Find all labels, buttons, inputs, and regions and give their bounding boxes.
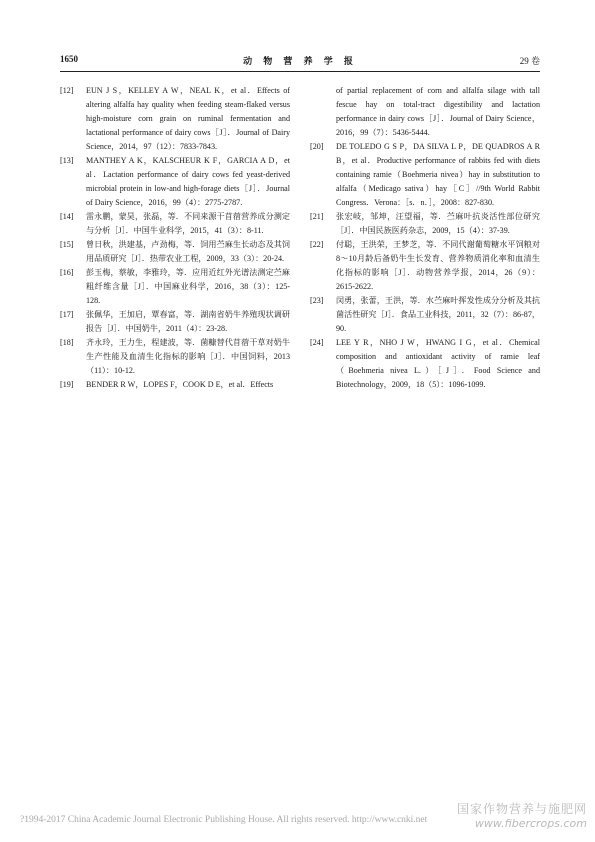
reference-number: [22]: [310, 240, 324, 249]
reference-item: [310, 238, 540, 294]
reference-item: [60, 154, 290, 210]
reference-text: EUN J S，KELLEY A W，NEAL K，et al．Effects of altering alfalfa hay quality when feeding steam-flaked versus high-moisture corn grain on ruminal fermentation and lactational performance of dairy cows［J］．Journal of Dairy Science，2014，97（12）：7833-7843.: [86, 86, 290, 151]
reference-number: [12]: [60, 86, 74, 95]
reference-number: [20]: [310, 142, 324, 151]
reference-item: [60, 266, 290, 308]
journal-title: 动 物 营 养 学 报: [243, 57, 357, 67]
reference-item: [310, 294, 540, 336]
reference-number: [21]: [310, 212, 324, 221]
copyright-footer: ?1994-2017 China Academic Journal Electronic Publishing House. All rights reserved. http://www.cnki.net: [20, 815, 428, 825]
reference-number: [16]: [60, 268, 74, 277]
right-reference-column: [310, 84, 540, 392]
reference-text: DE TOLEDO G S P，DA SILVA L P，DE QUADROS A R B，et al．Productive performance of rabbits fed with diets containing ramie（Boehmeria nivea）hay in substitution to alfalfa（Medicago sativa）hay［C］//9th World Rabbit Congress．Verona：［s．n．］，2008：827-830.: [336, 142, 540, 207]
reference-number: [23]: [310, 296, 324, 305]
reference-number: [15]: [60, 240, 74, 249]
reference-number: [13]: [60, 156, 74, 165]
reference-text: 张佩华，王加启，覃春富，等．湖南省奶牛养殖现状调研报告［J］．中国奶牛，2011（4）：23-28.: [86, 310, 290, 333]
reference-text: MANTHEY A K，KALSCHEUR K F，GARCIA A D，et al．Lactation performance of dairy cows fed yeast-derived microbial protein in low-and high-forage diets［J］．Journal of Dairy Science，2016，99（4）：2775-2787.: [86, 156, 290, 207]
reference-item: [310, 210, 540, 238]
reference-continuation: of partial replacement of corn and alfalfa silage with tall fescue hay on total-tract digestibility and lactation performance in dairy cows［J］．Journal of Dairy Science，2016，99（7）：5436-5444.: [336, 86, 540, 137]
reference-item: [60, 210, 290, 238]
watermark: [457, 800, 587, 830]
volume-label: 29 卷: [519, 56, 540, 66]
reference-text: LEE Y R，NHO J W，HWANG I G，et al．Chemical composition and antioxidant activity of ramie leaf（Boehmeria nivea L.）［J］．Food Science and Biotechnology，2009，18（5）：1096-1099.: [336, 338, 540, 389]
left-reference-column: [60, 84, 290, 392]
reference-text: 齐永玲，王力生，程建波，等．菌糠替代苜蓿干草对奶牛生产性能及血清生化指标的影响［J］．中国饲料，2013（11）：10-12.: [86, 338, 290, 375]
reference-item: [60, 308, 290, 336]
header-rule: [60, 71, 540, 72]
reference-text: 付聪，王洪荣，王梦芝，等．不同代谢葡萄糖水平饲粮对8～10月龄后备奶牛生长发育、营养物质消化率和血清生化指标的影响［J］．动物营养学报，2014，26（9）：2615-2622.: [336, 240, 540, 291]
reference-item: [60, 378, 290, 392]
reference-text: BENDER R W，LOPES F，COOK D E，et al．Effects: [86, 380, 274, 389]
reference-number: [19]: [60, 380, 74, 389]
reference-text: 闵勇，张蕾，王洪，等．水苎麻叶挥发性成分分析及其抗菌活性研究［J］．食品工业科技，2011，32（7）：86-87，90.: [336, 296, 540, 333]
reference-text: 彭玉梅，蔡敏，李雅玲，等．应用近红外光谱法测定苎麻粗纤维含量［J］．中国麻业科学，2016，38（3）：125-128.: [86, 268, 290, 305]
reference-item: [60, 84, 290, 154]
reference-number: [17]: [60, 310, 74, 319]
reference-item: [310, 140, 540, 210]
reference-text: 曾日秋，洪建基，卢劲梅，等．饲用苎麻生长动态及其饲用品质研究［J］．热带农业工程，2009，33（3）：20-24.: [86, 240, 290, 263]
reference-number: [18]: [60, 338, 74, 347]
reference-item: [310, 336, 540, 392]
reference-number: [24]: [310, 338, 324, 347]
reference-text: 张宏岐，邹坤，汪望福，等．苎麻叶抗炎活性部位研究［J］．中国民族医药杂志，2009，15（4）：37-39.: [336, 212, 540, 235]
reference-item: [60, 336, 290, 378]
running-header: [60, 54, 540, 68]
reference-text: 雷永鹏，蒙昊，张磊，等．不同来源干苜蓿营养成分测定与分析［J］．中国牛业科学，2015，41（3）：8-11.: [86, 212, 290, 235]
reference-item: [60, 238, 290, 266]
page-number: 1650: [60, 54, 78, 64]
watermark-url: www.fibercrops.com: [474, 817, 587, 830]
watermark-text: 国家作物营养与施肥网: [456, 802, 587, 816]
reference-number: [14]: [60, 212, 74, 221]
